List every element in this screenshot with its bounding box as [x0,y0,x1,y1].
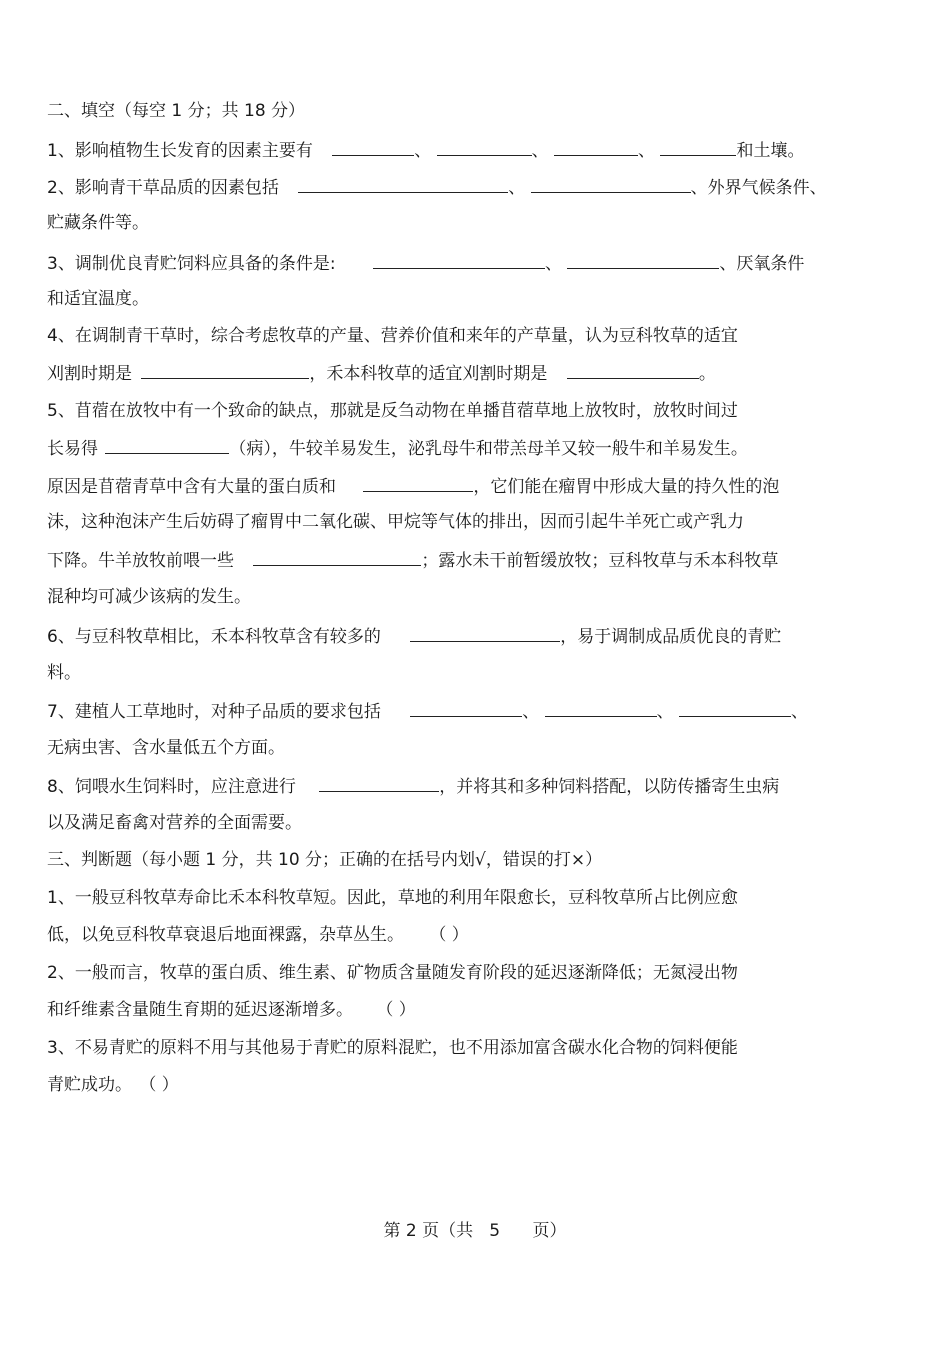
answer-blank[interactable] [105,437,229,454]
answer-blank[interactable] [319,775,439,792]
question-2-8-line2: 以及满足畜禽对营养的全面需要。 [47,813,302,833]
question-2-5-line3: 原因是苜蓿青草中含有大量的蛋白质和 ，它们能在瘤胃中形成大量的持久性的泡 [47,477,780,497]
question-3-3-line1: 3、不易青贮的原料不用与其他易于青贮的原料混贮，也不用添加富含碳水化合物的饲料便能 [47,1038,738,1058]
answer-blank[interactable] [141,362,309,379]
answer-parentheses[interactable]: （ ） [139,1075,179,1095]
answer-blank[interactable] [531,176,691,193]
question-2-6: 6、与豆科牧草相比，禾本科牧草含有较多的 ，易于调制成品质优良的青贮 [47,627,782,647]
question-3-2-line2: 和纤维素含量随生育期的延迟逐渐增多。 （ ） [47,1000,416,1020]
answer-blank[interactable] [253,549,421,566]
answer-blank[interactable] [679,700,791,717]
question-3-1-line1: 1、一般豆科牧草寿命比禾本科牧草短。因此，草地的利用年限愈长，豆科牧草所占比例应愈 [47,888,738,908]
answer-blank[interactable] [554,139,638,156]
question-2-5-line4: 沫，这种泡沫产生后妨碍了瘤胃中二氧化碳、甲烷等气体的排出，因而引起牛羊死亡或产乳力 [47,512,744,532]
answer-blank[interactable] [410,700,522,717]
question-2-6-line2: 料。 [47,663,81,683]
question-2-3-line2: 和适宜温度。 [47,289,149,309]
answer-parentheses[interactable]: （ ） [429,925,469,945]
question-2-5-line2: 长易得 （病），牛较羊易发生，泌乳母牛和带羔母羊又较一般牛和羊易发生。 [47,439,748,459]
answer-blank[interactable] [363,475,473,492]
question-2-5-line6: 混种均可减少该病的发生。 [47,587,251,607]
question-2-2: 2、影响青干草品质的因素包括 、 、外界气候条件、 [47,178,827,198]
answer-blank[interactable] [545,700,657,717]
answer-blank[interactable] [437,139,532,156]
question-2-7-line2: 无病虫害、含水量低五个方面。 [47,738,285,758]
question-3-3-line2: 青贮成功。 （ ） [47,1075,179,1095]
answer-parentheses[interactable]: （ ） [376,1000,416,1020]
question-2-3: 3、调制优良青贮饲料应具备的条件是: 、 、厌氧条件 [47,254,805,274]
question-2-5-line5: 下降。牛羊放牧前喂一些 ；露水未干前暂缓放牧；豆科牧草与禾本科牧草 [47,551,779,571]
answer-blank[interactable] [660,139,736,156]
question-2-7: 7、建植人工草地时，对种子品质的要求包括 、 、 、 [47,702,809,722]
answer-blank[interactable] [567,362,699,379]
answer-blank[interactable] [298,176,508,193]
question-3-2-line1: 2、一般而言，牧草的蛋白质、维生素、矿物质含量随发育阶段的延迟逐渐降低；无氮浸出物 [47,963,738,983]
question-3-1-line2: 低，以免豆科牧草衰退后地面裸露，杂草丛生。 （ ） [47,925,469,945]
answer-blank[interactable] [373,252,545,269]
question-2-8: 8、饲喂水生饲料时，应注意进行 ，并将其和多种饲料搭配，以防传播寄生虫病 [47,777,780,797]
page-number: 第 2 页（共 5 页） [383,1221,567,1241]
answer-blank[interactable] [410,625,560,642]
question-2-2-line2: 贮藏条件等。 [47,213,149,233]
question-2-5-line1: 5、苜蓿在放牧中有一个致命的缺点，那就是反刍动物在单播苜蓿草地上放牧时，放牧时间过 [47,401,738,421]
question-2-4-line1: 4、在调制青干草时，综合考虑牧草的产量、营养价值和来年的产草量，认为豆科牧草的适宜 [47,326,738,346]
question-2-4-line2: 刈割时期是 ，禾本科牧草的适宜刈割时期是 。 [47,364,716,384]
question-2-1: 1、影响植物生长发育的因素主要有 、 、 、 和土壤。 [47,141,805,161]
section2-heading: 二、填空（每空 1 分；共 18 分） [47,101,306,121]
answer-blank[interactable] [332,139,414,156]
section3-heading: 三、判断题（每小题 1 分，共 10 分；正确的在括号内划√，错误的打×） [47,850,603,870]
answer-blank[interactable] [567,252,719,269]
